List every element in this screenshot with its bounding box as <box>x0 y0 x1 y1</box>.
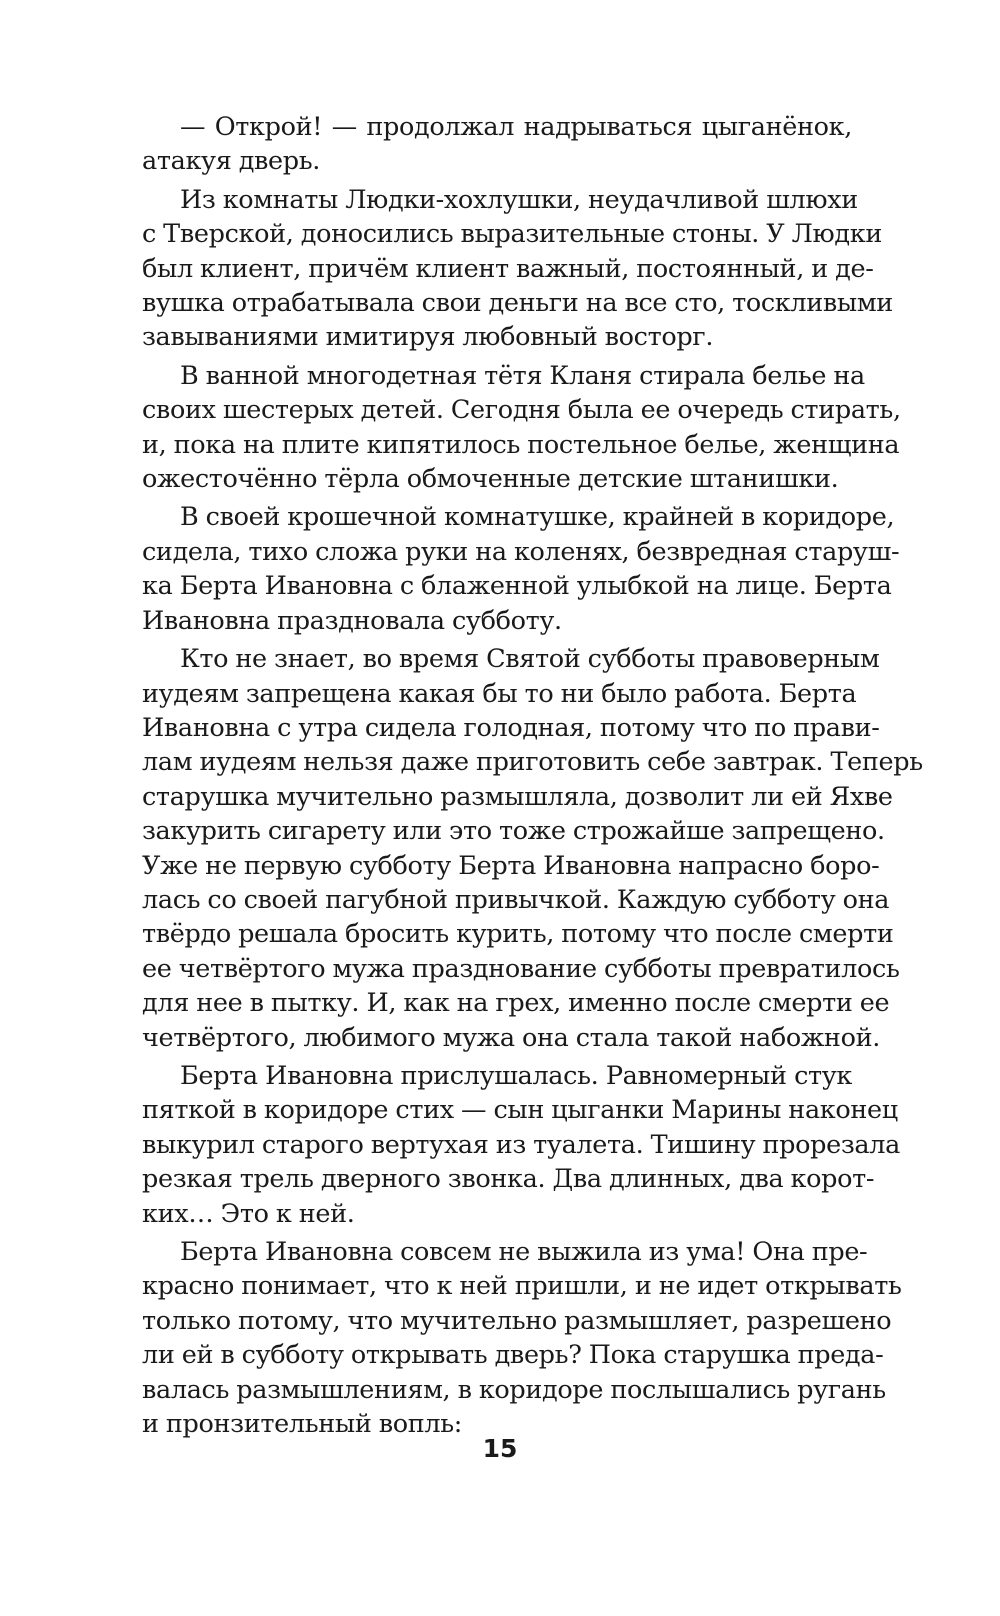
paragraph-6 <box>104 1059 900 1231</box>
text-line: В ванной многодетная тётя Кланя стирала белье на <box>180 360 865 391</box>
text-line: Берта Ивановна прислушалась. Равномерный стук <box>180 1060 852 1091</box>
paragraph-4 <box>104 500 900 638</box>
page-number: 15 <box>482 1434 518 1463</box>
text-line: старушка мучительно размышляла, дозволит ли ей Яхве <box>142 781 893 812</box>
paragraph-5 <box>104 642 923 1055</box>
text-line: ли ей в субботу открывать дверь? Пока старушка преда- <box>142 1340 884 1371</box>
text-line: завываниями имитируя любовный восторг. <box>142 322 714 353</box>
text-line: ожесточённо тёрла обмоченные детские штанишки. <box>142 464 839 495</box>
page-body <box>104 110 923 1550</box>
text-line: ка Берта Ивановна с блаженной улыбкой на лице. Берта <box>142 571 892 602</box>
text-line: ее четвёртого мужа празднование субботы превратилось <box>142 953 900 984</box>
text-line: был клиент, причём клиент важный, постоянный, и де- <box>142 253 874 284</box>
paragraph-3 <box>104 359 901 497</box>
text-line: резкая трель дверного звонка. Два длинных, два корот- <box>142 1164 875 1195</box>
paragraph-1 <box>104 110 852 179</box>
text-line: Кто не знает, во время Святой субботы правоверным <box>180 644 880 675</box>
text-line: лась со своей пагубной привычкой. Каждую субботу она <box>142 884 890 915</box>
text-line: — Открой! — продолжал надрываться цыганёнок, <box>180 112 852 142</box>
text-line: сидела, тихо сложа руки на коленях, безвредная старуш- <box>142 536 900 567</box>
text-line: вушка отрабатывала свои деньги на все сто, тоскливыми <box>142 288 893 319</box>
text-line: и пронзительный вопль: <box>142 1409 463 1440</box>
text-line: В своей крошечной комнатушке, крайней в коридоре, <box>180 502 895 533</box>
text-line: валась размышлениям, в коридоре послышались ругань <box>142 1374 886 1405</box>
text-line: твёрдо решала бросить курить, потому что после смерти <box>142 919 894 950</box>
text-line: закурить сигарету или это тоже строжайше запрещено. <box>142 816 885 847</box>
text-line: выкурил старого вертухая из туалета. Тишину прорезала <box>142 1129 900 1160</box>
text-line: пяткой в коридоре стих — сын цыганки Марины наконец <box>142 1095 898 1126</box>
text-line: атакуя дверь. <box>142 146 321 177</box>
text-line: четвёртого, любимого мужа она стала такой набожной. <box>142 1022 880 1053</box>
text-line: своих шестерых детей. Сегодня была ее очередь стирать, <box>142 395 901 426</box>
text-line: Берта Ивановна совсем не выжила из ума! Она пре- <box>180 1237 868 1267</box>
paragraph-7 <box>104 1235 902 1441</box>
text-line: красно понимает, что к ней пришли, и не идет открывать <box>142 1271 902 1302</box>
text-line: лам иудеям нельзя даже приготовить себе завтрак. Теперь <box>142 747 923 778</box>
text-line: только потому, что мучительно размышляет, разрешено <box>142 1305 892 1336</box>
paragraph-2 <box>104 183 893 355</box>
text-line: и, пока на плите кипятилось постельное белье, женщина <box>142 429 900 460</box>
text-line: для нее в пытку. И, как на грех, именно после смерти ее <box>142 988 890 1019</box>
text-line: ких… Это к ней. <box>142 1198 355 1229</box>
text-line: Ивановна праздновала субботу. <box>142 605 562 636</box>
text-line: иудеям запрещена какая бы то ни было работа. Берта <box>142 678 857 709</box>
text-line: Уже не первую субботу Берта Ивановна напрасно боро- <box>142 850 880 881</box>
text-line: Ивановна с утра сидела голодная, потому что по прави- <box>142 712 880 743</box>
text-line: с Тверской, доносились выразительные стоны. У Людки <box>142 219 882 250</box>
text-line: Из комнаты Людки-хохлушки, неудачливой шлюхи <box>180 184 858 215</box>
